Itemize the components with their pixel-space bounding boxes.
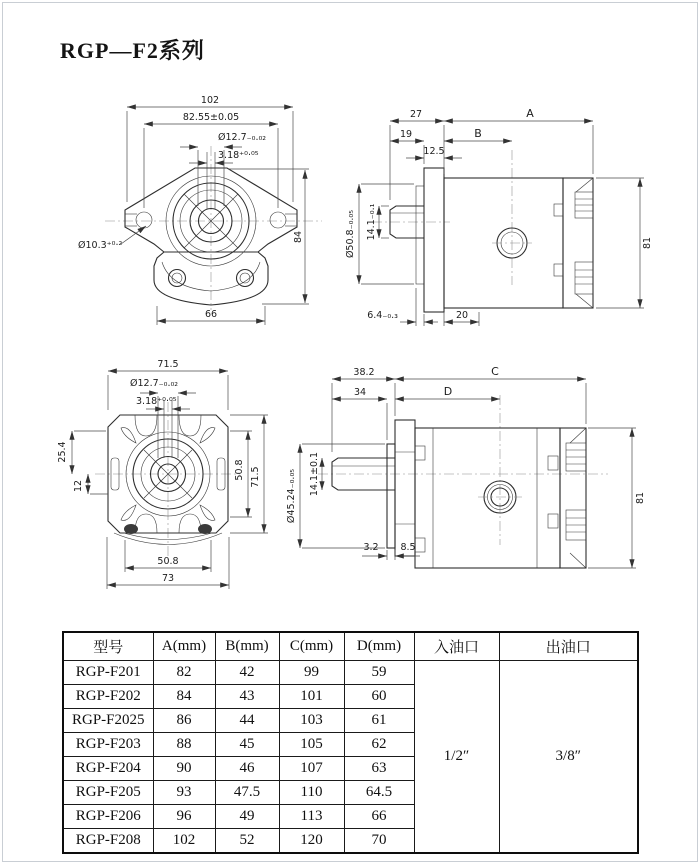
dim-flange-thk: 12.5: [423, 146, 445, 157]
col-header-d: D(mm): [344, 632, 414, 661]
col-header-a: A(mm): [153, 632, 215, 661]
cell-a: 82: [153, 661, 215, 685]
dim-key-width: 3.18⁺⁰·⁰⁵: [136, 396, 177, 407]
cell-b: 44: [215, 709, 279, 733]
spec-table: [62, 631, 639, 854]
cell-inlet: 1/2″: [414, 661, 499, 854]
dim-height: 71.5: [250, 466, 261, 488]
cell-b: 42: [215, 661, 279, 685]
cell-b: 52: [215, 829, 279, 854]
table-header-row: [63, 632, 638, 661]
dim-key-height: 14.1±0.1: [309, 451, 320, 497]
dim-key-height: 14.1₋₀.₁: [366, 203, 377, 241]
cell-d: 66: [344, 805, 414, 829]
cell-a: 102: [153, 829, 215, 854]
dim-bottom-width: 66: [204, 309, 218, 320]
dim-half-span: 25.4: [57, 441, 68, 463]
dim-step2: 8.5: [400, 542, 416, 553]
cell-b: 47.5: [215, 781, 279, 805]
drawing-front-view-round-flange: [78, 95, 322, 325]
cell-model: RGP-F2025: [63, 709, 153, 733]
dim-port-pos: 20: [455, 310, 469, 321]
dim-pilot-depth: 6.4₋₀.₃: [367, 310, 398, 321]
dim-total-width: 102: [200, 95, 220, 106]
cell-b: 45: [215, 733, 279, 757]
cell-d: 64.5: [344, 781, 414, 805]
dim-step1: 3.2: [363, 542, 379, 553]
dim-offset: 12: [73, 479, 84, 493]
dim-bolt-span: 82.55±0.05: [182, 112, 240, 123]
dim-bottom-width: 73: [161, 573, 175, 584]
dim-len-c: C: [491, 365, 499, 378]
drawing-side-view-square-flange: [286, 365, 646, 568]
cell-d: 70: [344, 829, 414, 854]
col-header-outlet: 出油口: [499, 632, 638, 661]
dim-shaft-dia: Ø12.7₋₀.₀₂: [218, 132, 267, 143]
cell-c: 99: [279, 661, 344, 685]
dim-pilot-dia: Ø50.8₋₀.₀₅: [345, 209, 356, 259]
dim-key-width: 3.18⁺⁰·⁰⁵: [218, 150, 259, 161]
cell-c: 107: [279, 757, 344, 781]
cell-c: 103: [279, 709, 344, 733]
cell-d: 61: [344, 709, 414, 733]
cell-outlet: 3/8″: [499, 661, 638, 854]
cell-model: RGP-F208: [63, 829, 153, 854]
cell-d: 62: [344, 733, 414, 757]
cell-model: RGP-F204: [63, 757, 153, 781]
cell-a: 93: [153, 781, 215, 805]
cell-a: 96: [153, 805, 215, 829]
cell-c: 120: [279, 829, 344, 854]
dim-len-a: A: [526, 107, 534, 120]
col-header-inlet: 入油口: [414, 632, 499, 661]
dim-bolt-span-b: 50.8: [157, 556, 179, 567]
dim-front-len: 38.2: [353, 367, 375, 378]
dim-shaft-dia: Ø12.7₋₀.₀₂: [130, 378, 179, 389]
dim-slot-dia: Ø10.3⁺⁰·²: [78, 240, 123, 251]
dim-len-d: D: [443, 385, 453, 398]
dim-pilot-dia: Ø45.24₋₀.₀₅: [286, 468, 297, 524]
cell-a: 84: [153, 685, 215, 709]
dim-height: 81: [635, 491, 646, 505]
drawing-front-view-square-flange: [57, 359, 268, 589]
cell-a: 86: [153, 709, 215, 733]
cell-a: 88: [153, 733, 215, 757]
dim-len-b: B: [474, 127, 482, 140]
dim-height: 84: [293, 230, 304, 244]
cell-c: 110: [279, 781, 344, 805]
col-header-model: 型号: [63, 632, 153, 661]
cell-b: 49: [215, 805, 279, 829]
table-row: [63, 661, 638, 685]
dim-front-len: 27: [409, 109, 423, 120]
cell-model: RGP-F205: [63, 781, 153, 805]
dim-shaft-len: 34: [353, 387, 367, 398]
cell-d: 59: [344, 661, 414, 685]
dim-bolt-span-v: 50.8: [234, 459, 245, 481]
cell-c: 101: [279, 685, 344, 709]
cell-c: 105: [279, 733, 344, 757]
cell-model: RGP-F202: [63, 685, 153, 709]
dim-height: 81: [642, 236, 653, 250]
cell-a: 90: [153, 757, 215, 781]
dim-width: 71.5: [157, 359, 179, 370]
cell-b: 46: [215, 757, 279, 781]
cell-d: 63: [344, 757, 414, 781]
cell-model: RGP-F201: [63, 661, 153, 685]
drawing-side-view-round-flange: [345, 107, 653, 326]
col-header-b: B(mm): [215, 632, 279, 661]
dim-shaft-len: 19: [399, 129, 413, 140]
cell-model: RGP-F203: [63, 733, 153, 757]
col-header-c: C(mm): [279, 632, 344, 661]
cell-c: 113: [279, 805, 344, 829]
cell-model: RGP-F206: [63, 805, 153, 829]
cell-d: 60: [344, 685, 414, 709]
page-title: RGP—F2系列: [60, 38, 205, 63]
cell-b: 43: [215, 685, 279, 709]
